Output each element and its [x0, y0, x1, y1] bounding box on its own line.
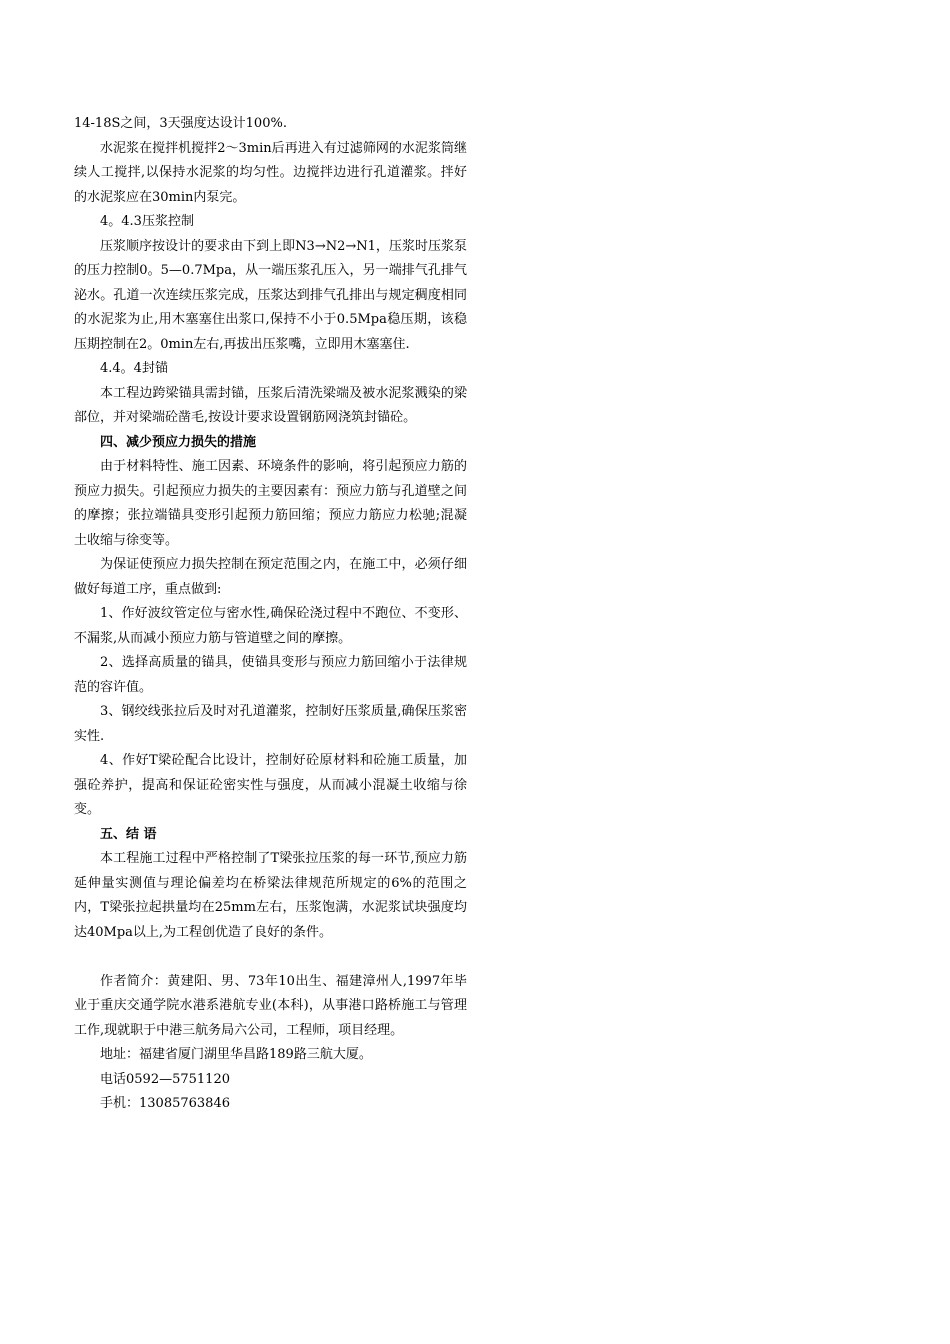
author-mobile: 手机：13085763846	[100, 1096, 230, 1111]
author-phone: 电话0592—5751120	[100, 1071, 230, 1087]
paragraph-continuation: 14-18S之间，3天强度达设计100%.	[74, 116, 287, 131]
list-item-3: 3、钢绞线张拉后及时对孔道灌浆，控制好压浆质量,确保压浆密实性.	[74, 704, 467, 744]
section-heading-5: 五、结 语	[100, 826, 157, 842]
paragraph-grout-mixing: 水泥浆在搅拌机搅拌2～3min后再进入有过滤筛网的水泥浆筒继续人工搅拌,以保持水泥浆的均匀性。边搅拌边进行孔道灌浆。拌好的水泥浆应在30min内泵完。	[74, 140, 467, 205]
paragraph-author-bio: 作者简介：黄建阳、男、73年10出生、福建漳州人,1997年毕业于重庆交通学院水港系港航专业(本科)，从事港口路桥施工与管理工作,现就职于中港三航务局六公司，工程师，项目经理。	[74, 973, 467, 1038]
section-heading-4: 四、减少预应力损失的措施	[100, 434, 257, 450]
paragraph-loss-control: 为保证使预应力损失控制在预定范围之内，在施工中，必须仔细做好每道工序，重点做到:	[74, 557, 467, 597]
paragraph-grouting-sequence: 压浆顺序按设计的要求由下到上即N3→N2→N1，压浆时压浆泵的压力控制0。5—0.7Mpa，从一端压浆孔压入，另一端排气孔排气泌水。孔道一次连续压浆完成，压浆达到排气孔排出与规定稠度相同的水泥浆为止,用木塞塞住出浆口,保持不小于0.5Mpa稳压期，该稳压期控制在2。0min左右,再拔出压浆嘴，立即用木塞塞住.	[74, 238, 467, 352]
document-body	[74, 112, 467, 1117]
subheading-anchor-sealing: 4.4。4封锚	[100, 361, 168, 376]
list-item-2: 2、选择高质量的锚具，使锚具变形与预应力筋回缩小于法律规范的容许值。	[74, 655, 467, 695]
list-item-4: 4、作好T梁砼配合比设计，控制好砼原材料和砼施工质量，加强砼养护，提高和保证砼密实性与强度，从而减小混凝土收缩与徐变。	[74, 753, 467, 817]
subheading-grouting-control: 4。4.3压浆控制	[100, 214, 194, 229]
author-address: 地址：福建省厦门湖里华昌路189路三航大厦。	[100, 1047, 372, 1062]
paragraph-conclusion: 本工程施工过程中严格控制了T梁张拉压浆的每一环节,预应力筋延伸量实测值与理论偏差均在桥梁法律规范所规定的6%的范围之内，T梁张拉起拱量均在25mm左右，压浆饱满，水泥浆试块强度均达40Mpa以上,为工程创优造了良好的条件。	[74, 851, 467, 940]
paragraph-loss-factors: 由于材料特性、施工因素、环境条件的影响，将引起预应力筋的预应力损失。引起预应力损失的主要因素有：预应力筋与孔道壁之间的摩擦；张拉端锚具变形引起预力筋回缩；预应力筋应力松驰;混凝土收缩与徐变等。	[74, 459, 467, 548]
blank-line	[74, 945, 467, 970]
list-item-1: 1、作好波纹管定位与密水性,确保砼浇过程中不跑位、不变形、不漏浆,从而减小预应力筋与管道壁之间的摩擦。	[74, 606, 467, 646]
paragraph-anchor-sealing: 本工程边跨梁锚具需封锚，压浆后清洗梁端及被水泥浆溅染的梁部位，并对梁端砼凿毛,按设计要求设置钢筋网浇筑封锚砼。	[74, 385, 467, 425]
